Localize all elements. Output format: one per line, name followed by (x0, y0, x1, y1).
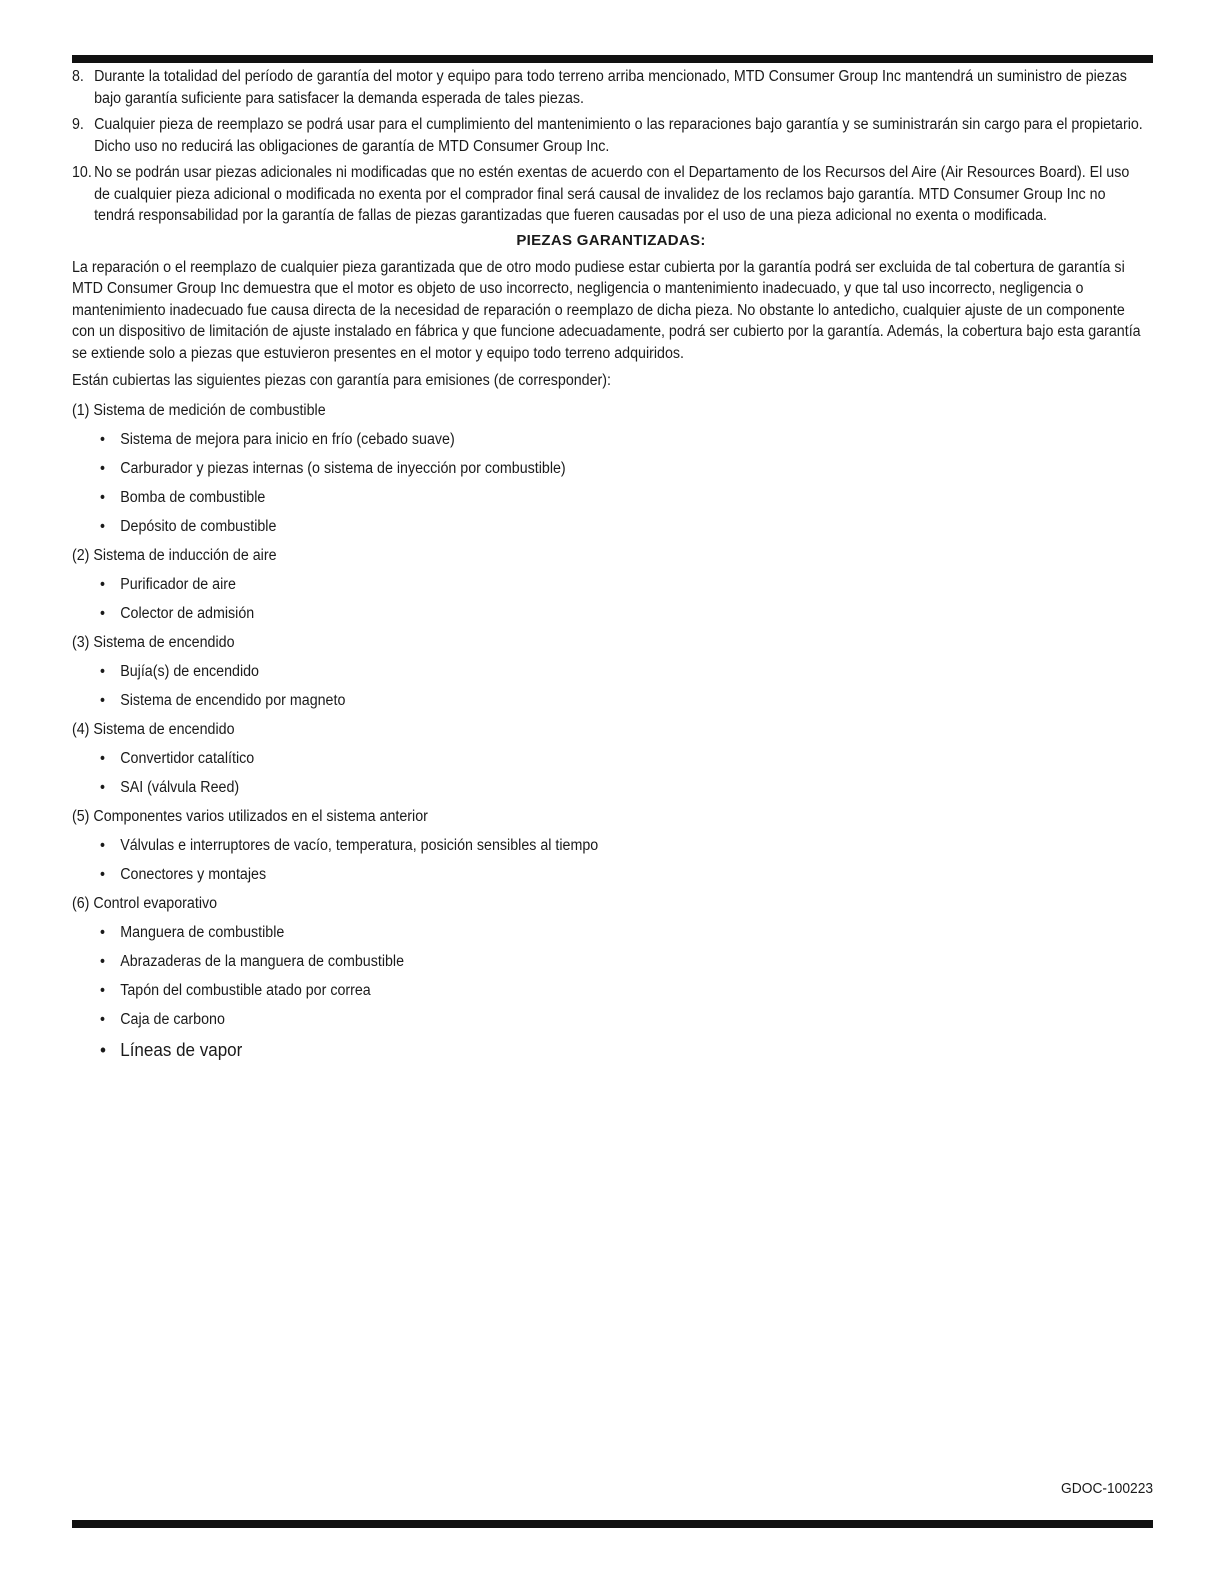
list-item-8 (72, 66, 1148, 109)
bullet-text: Carburador y piezas internas (o sistema de inyección por combustible) (120, 459, 566, 477)
bullet-dot: • (100, 691, 106, 709)
bullet-dot: • (100, 517, 106, 535)
item-number: 10. (72, 164, 92, 181)
item-number: 9. (72, 116, 84, 133)
bullet-text: Convertidor catalítico (120, 749, 255, 767)
covered-parts-intro: Están cubiertas las siguientes piezas con garantía para emisiones (de corresponder): (72, 372, 612, 389)
bullet-text: Abrazaderas de la manguera de combustible (120, 952, 405, 970)
parts-bullet-item (100, 951, 1066, 972)
item-number: 8. (72, 68, 84, 85)
bullet-dot: • (100, 923, 106, 941)
parts-group-title: (4) Sistema de encendido (72, 720, 235, 738)
warranty-paragraph: La reparación o el reemplazo de cualquier pieza garantizada que de otro modo pudiese estar cubierta por la garantía podrá ser excluida de tal cobertura de garantía si MTD Consumer Group Inc demuestra que el motor es objeto de uso incorrecto, negligencia o mantenimiento inadecuado, y que tal uso incorrecto, negligencia o mantenimiento inadecuado fue causa directa de la necesidad de reparación o reemplazo de dicha pieza. No obstante lo antedicho, cualquier ajuste de un componente con un dispositivo de limitación de ajuste instalado en fábrica y que funcione adecuadamente, podrá ser cubierto por la garantía. Además, la cobertura bajo esta garantía se extiende solo a piezas que estuvieron presentes en el motor y equipo todo terreno adquiridos. (72, 258, 1141, 362)
parts-bullet-item (100, 1009, 1066, 1030)
bullet-text: Depósito de combustible (120, 517, 277, 535)
bullet-text: Tapón del combustible atado por correa (120, 981, 371, 999)
parts-bullet-item (100, 922, 1066, 943)
parts-bullet-item (100, 1038, 1066, 1062)
bullet-text: Purificador de aire (120, 575, 236, 593)
parts-bullet-item (100, 980, 1066, 1001)
parts-bullet-item (100, 661, 1066, 682)
item-text: Cualquier pieza de reemplazo se podrá usar para el cumplimiento del mantenimiento o las reparaciones bajo garantía y se suministrarán sin cargo para el propietario. Dicho uso no reducirá las obligaciones de garantía de MTD Consumer Group Inc. (94, 116, 1143, 155)
parts-bullet-item (100, 574, 1066, 595)
bullet-dot: • (100, 430, 106, 448)
bullet-text: Caja de carbono (120, 1010, 225, 1028)
bullet-dot: • (100, 865, 106, 883)
bottom-rule (72, 1520, 1153, 1528)
parts-bullet-item (100, 835, 1066, 856)
parts-bullet-item (100, 748, 1066, 769)
document-code: GDOC-100223 (1060, 1480, 1153, 1497)
bullet-text: Manguera de combustible (120, 923, 285, 941)
bullet-dot: • (100, 662, 106, 680)
covered-parts-list (72, 400, 1150, 1062)
document-body (72, 66, 1150, 1070)
bullet-dot: • (100, 749, 106, 767)
bullet-text: Sistema de encendido por magneto (120, 691, 346, 709)
bullet-text: Bomba de combustible (120, 488, 266, 506)
bullet-dot: • (100, 604, 106, 622)
parts-bullet-item (100, 777, 1066, 798)
parts-group-title: (5) Componentes varios utilizados en el sistema anterior (72, 807, 428, 825)
list-item-10 (72, 162, 1148, 227)
bullet-dot: • (100, 1010, 106, 1028)
parts-bullet-item (100, 690, 1066, 711)
parts-bullet-item (100, 487, 1066, 508)
bullet-dot: • (100, 836, 106, 854)
bullet-dot: • (100, 952, 106, 970)
bullet-dot: • (100, 488, 106, 506)
bullet-dot: • (100, 575, 106, 593)
parts-bullet-item (100, 603, 1066, 624)
parts-bullet-item (100, 458, 1066, 479)
parts-group-title: (6) Control evaporativo (72, 894, 218, 912)
bullet-dot: • (100, 778, 106, 796)
bullet-text: Conectores y montajes (120, 865, 267, 883)
parts-bullet-item (100, 864, 1066, 885)
parts-bullet-item (100, 429, 1066, 450)
bullet-text: Colector de admisión (120, 604, 255, 622)
parts-bullet-item (100, 516, 1066, 537)
item-text: Durante la totalidad del período de garantía del motor y equipo para todo terreno arriba mencionado, MTD Consumer Group Inc mantendrá un suministro de piezas bajo garantía suficiente para satisfacer la demanda esperada de tales piezas. (94, 68, 1127, 107)
item-text: No se podrán usar piezas adicionales ni modificadas que no estén exentas de acuerdo con el Departamento de los Recursos del Aire (Air Resources Board). El uso de cualquier pieza adicional o modificada no exenta por el comprador final será causal de invalidez de los reclamos bajo garantía. MTD Consumer Group Inc no tendrá responsabilidad por la garantía de fallas de piezas garantizadas que fueren causadas por el uso de una pieza adicional no exenta o modificada. (94, 164, 1130, 224)
bullet-dot: • (100, 459, 106, 477)
bullet-text: Sistema de mejora para inicio en frío (cebado suave) (120, 430, 455, 448)
bullet-dot: • (100, 1038, 106, 1060)
list-item-9 (72, 114, 1148, 157)
top-rule (72, 55, 1153, 63)
parts-group-title: (1) Sistema de medición de combustible (72, 401, 326, 419)
bullet-dot: • (100, 981, 106, 999)
bullet-text: Bujía(s) de encendido (120, 662, 259, 680)
bullet-text: Válvulas e interruptores de vacío, temperatura, posición sensibles al tiempo (120, 836, 599, 854)
parts-group-title: (3) Sistema de encendido (72, 633, 235, 651)
parts-group-title: (2) Sistema de inducción de aire (72, 546, 277, 564)
bullet-text: SAI (válvula Reed) (120, 778, 240, 796)
bullet-text: Líneas de vapor (120, 1038, 243, 1060)
section-heading: PIEZAS GARANTIZADAS: (516, 231, 706, 249)
